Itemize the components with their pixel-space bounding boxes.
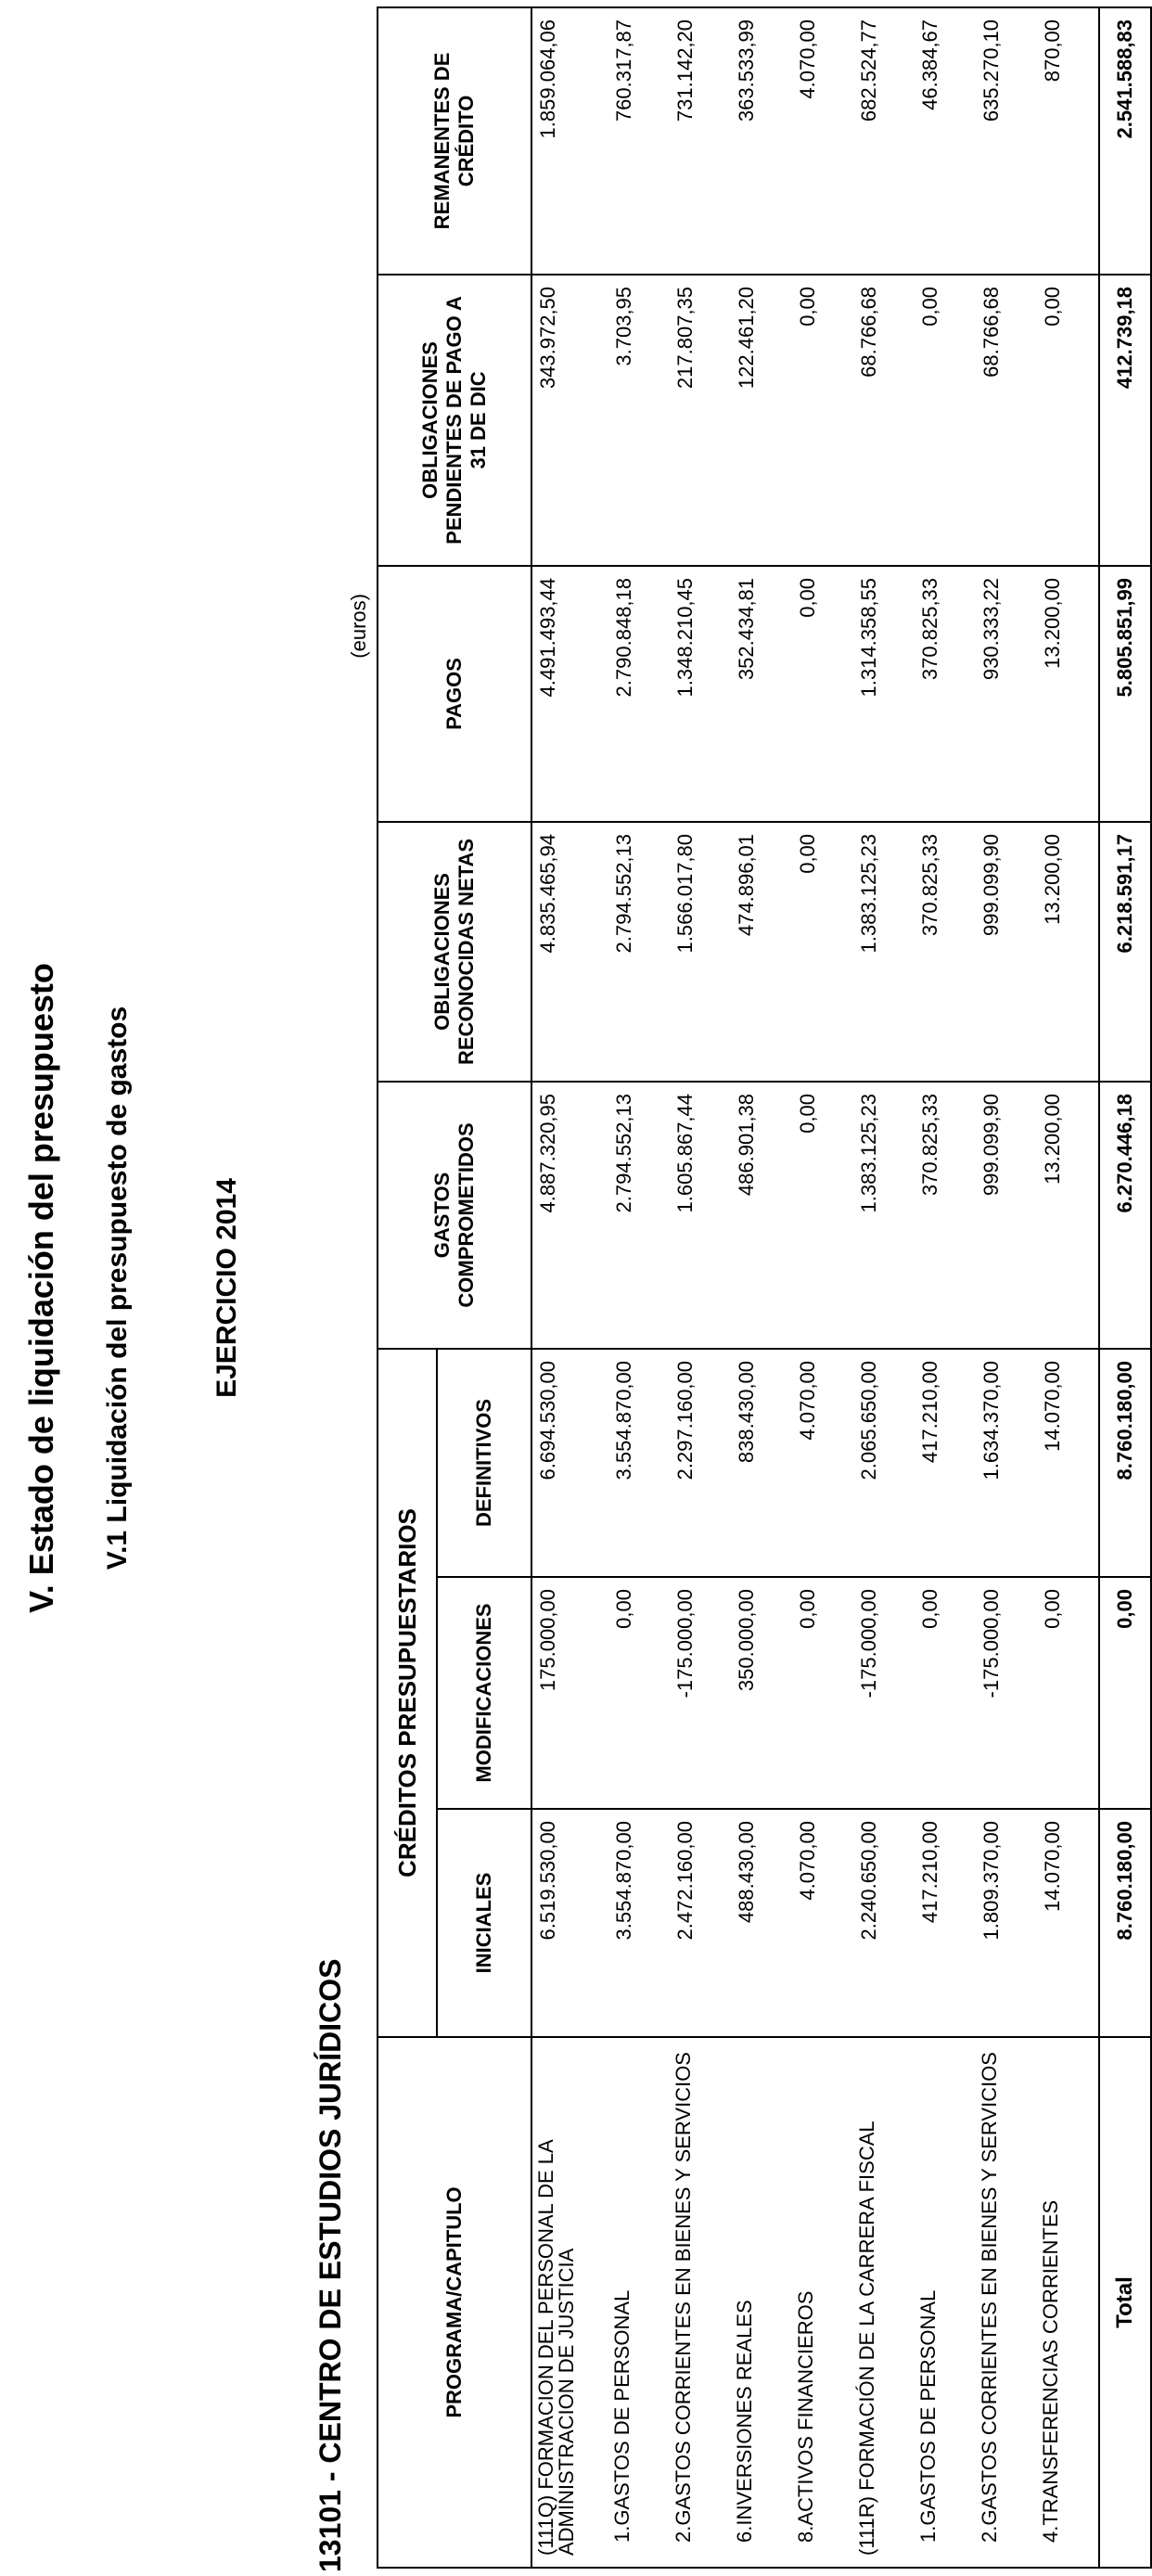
cell-modificaciones: 0,00	[1037, 1577, 1099, 1809]
cell-obligaciones: 2.794.552,13	[608, 822, 670, 1082]
cell-iniciales: 3.554.870,00	[608, 1809, 670, 2037]
chapter-label: 2.GASTOS CORRIENTES EN BIENES Y SERVICIOS	[976, 2037, 1037, 2568]
total-modificaciones: 0,00	[1099, 1577, 1151, 1809]
cell-definitivos: 838.430,00	[731, 1349, 792, 1577]
entity-heading: 13101 - CENTRO DE ESTUDIOS JURÍDICOS	[314, 1958, 347, 2572]
cell-obligaciones: 13.200,00	[1037, 822, 1099, 1082]
cell-obligaciones: 1.383.125,23	[853, 822, 915, 1082]
chapter-label: 8.ACTIVOS FINANCIEROS	[792, 2037, 853, 2568]
table-row	[608, 7, 670, 2568]
cell-modificaciones: -175.000,00	[976, 1577, 1037, 1809]
cell-modificaciones: 350.000,00	[731, 1577, 792, 1809]
header-definitivos: DEFINITIVOS	[437, 1349, 531, 1577]
cell-pagos: 0,00	[792, 566, 853, 822]
cell-iniciales: 14.070,00	[1037, 1809, 1099, 2037]
total-row	[1099, 7, 1151, 2568]
cell-remanentes: 870,00	[1037, 7, 1099, 275]
cell-modificaciones: 0,00	[915, 1577, 976, 1809]
cell-pendientes: 217.807,35	[670, 275, 731, 566]
chapter-label: 1.GASTOS DE PERSONAL	[608, 2037, 670, 2568]
table-body	[531, 7, 1151, 2568]
cell-definitivos: 4.070,00	[792, 1349, 853, 1577]
table-row	[853, 7, 915, 2568]
chapter-label: 2.GASTOS CORRIENTES EN BIENES Y SERVICIOS	[670, 2037, 731, 2568]
cell-iniciales: 488.430,00	[731, 1809, 792, 2037]
total-remanentes: 2.541.588,83	[1099, 7, 1151, 275]
cell-definitivos: 14.070,00	[1037, 1349, 1099, 1577]
cell-pagos: 370.825,33	[915, 566, 976, 822]
page-title: V. Estado de liquidación del presupuesto	[22, 963, 60, 1613]
cell-obligaciones: 474.896,01	[731, 822, 792, 1082]
cell-definitivos: 2.297.160,00	[670, 1349, 731, 1577]
cell-gastos: 13.200,00	[1037, 1082, 1099, 1349]
header-pendientes: OBLIGACIONES PENDIENTES DE PAGO A 31 DE DIC	[378, 275, 531, 566]
cell-pendientes: 0,00	[792, 275, 853, 566]
header-pagos: PAGOS	[378, 566, 531, 822]
cell-pagos: 2.790.848,18	[608, 566, 670, 822]
chapter-label: 4.TRANSFERENCIAS CORRIENTES	[1037, 2037, 1099, 2568]
cell-remanentes: 1.859.064,06	[531, 7, 608, 275]
table-row	[670, 7, 731, 2568]
page-subtitle: V.1 Liquidación del presupuesto de gastos	[102, 1006, 133, 1570]
cell-pagos: 1.348.210,45	[670, 566, 731, 822]
cell-pagos: 13.200,00	[1037, 566, 1099, 822]
cell-obligaciones: 1.566.017,80	[670, 822, 731, 1082]
table-row	[915, 7, 976, 2568]
program-label: (111R) FORMACIÓN DE LA CARRERA FISCAL	[853, 2037, 915, 2568]
cell-remanentes: 731.142,20	[670, 7, 731, 275]
chapter-label: 1.GASTOS DE PERSONAL	[915, 2037, 976, 2568]
table-row	[792, 7, 853, 2568]
header-iniciales: INICIALES	[437, 1809, 531, 2037]
cell-gastos: 1.605.867,44	[670, 1082, 731, 1349]
cell-gastos: 2.794.552,13	[608, 1082, 670, 1349]
cell-definitivos: 1.634.370,00	[976, 1349, 1037, 1577]
total-label: Total	[1099, 2037, 1151, 2568]
cell-remanentes: 760.317,87	[608, 7, 670, 275]
cell-obligaciones: 4.835.465,94	[531, 822, 608, 1082]
header-remanentes: REMANENTES DE CRÉDITO	[378, 7, 531, 275]
cell-obligaciones: 999.099,90	[976, 822, 1037, 1082]
cell-pagos: 1.314.358,55	[853, 566, 915, 822]
cell-definitivos: 3.554.870,00	[608, 1349, 670, 1577]
table-row	[976, 7, 1037, 2568]
cell-definitivos: 417.210,00	[915, 1349, 976, 1577]
cell-modificaciones: 0,00	[792, 1577, 853, 1809]
total-gastos: 6.270.446,18	[1099, 1082, 1151, 1349]
cell-pagos: 930.333,22	[976, 566, 1037, 822]
cell-gastos: 486.901,38	[731, 1082, 792, 1349]
cell-gastos: 0,00	[792, 1082, 853, 1349]
cell-pendientes: 68.766,68	[976, 275, 1037, 566]
header-gastos: GASTOS COMPROMETIDOS	[378, 1082, 531, 1349]
total-pagos: 5.805.851,99	[1099, 566, 1151, 822]
cell-pagos: 4.491.493,44	[531, 566, 608, 822]
cell-pendientes: 68.766,68	[853, 275, 915, 566]
cell-definitivos: 2.065.650,00	[853, 1349, 915, 1577]
cell-modificaciones: -175.000,00	[853, 1577, 915, 1809]
cell-iniciales: 417.210,00	[915, 1809, 976, 2037]
fiscal-year-heading: EJERCICIO 2014	[211, 1178, 242, 1398]
budget-table	[377, 6, 1152, 2569]
total-definitivos: 8.760.180,00	[1099, 1349, 1151, 1577]
cell-gastos: 1.383.125,23	[853, 1082, 915, 1349]
table-row	[731, 7, 792, 2568]
cell-pagos: 352.434,81	[731, 566, 792, 822]
cell-pendientes: 0,00	[915, 275, 976, 566]
cell-obligaciones: 370.825,33	[915, 822, 976, 1082]
cell-remanentes: 682.524,77	[853, 7, 915, 275]
cell-pendientes: 3.703,95	[608, 275, 670, 566]
cell-remanentes: 46.384,67	[915, 7, 976, 275]
cell-modificaciones: 0,00	[608, 1577, 670, 1809]
cell-gastos: 999.099,90	[976, 1082, 1037, 1349]
cell-modificaciones: -175.000,00	[670, 1577, 731, 1809]
cell-modificaciones: 175.000,00	[531, 1577, 608, 1809]
header-obligaciones: OBLIGACIONES RECONOCIDAS NETAS	[378, 822, 531, 1082]
total-obligaciones: 6.218.591,17	[1099, 822, 1151, 1082]
cell-pendientes: 122.461,20	[731, 275, 792, 566]
table-row	[531, 7, 608, 2568]
cell-gastos: 370.825,33	[915, 1082, 976, 1349]
cell-remanentes: 635.270,10	[976, 7, 1037, 275]
cell-obligaciones: 0,00	[792, 822, 853, 1082]
header-modificaciones: MODIFICACIONES	[437, 1577, 531, 1809]
cell-pendientes: 0,00	[1037, 275, 1099, 566]
cell-iniciales: 2.472.160,00	[670, 1809, 731, 2037]
cell-remanentes: 4.070,00	[792, 7, 853, 275]
total-pendientes: 412.739,18	[1099, 275, 1151, 566]
cell-gastos: 4.887.320,95	[531, 1082, 608, 1349]
cell-iniciales: 4.070,00	[792, 1809, 853, 2037]
chapter-label: 6.INVERSIONES REALES	[731, 2037, 792, 2568]
program-label: (111Q) FORMACION DEL PERSONAL DE LA ADMINISTRACION DE JUSTICIA	[531, 2037, 608, 2568]
cell-pendientes: 343.972,50	[531, 275, 608, 566]
table-row	[1037, 7, 1099, 2568]
cell-iniciales: 2.240.650,00	[853, 1809, 915, 2037]
header-creditos-group: CRÉDITOS PRESUPUESTARIOS	[378, 1349, 437, 2037]
header-programa: PROGRAMA/CAPITULO	[378, 2037, 531, 2568]
total-iniciales: 8.760.180,00	[1099, 1809, 1151, 2037]
cell-iniciales: 1.809.370,00	[976, 1809, 1037, 2037]
cell-definitivos: 6.694.530,00	[531, 1349, 608, 1577]
cell-remanentes: 363.533,99	[731, 7, 792, 275]
cell-iniciales: 6.519.530,00	[531, 1809, 608, 2037]
units-label: (euros)	[347, 594, 370, 659]
